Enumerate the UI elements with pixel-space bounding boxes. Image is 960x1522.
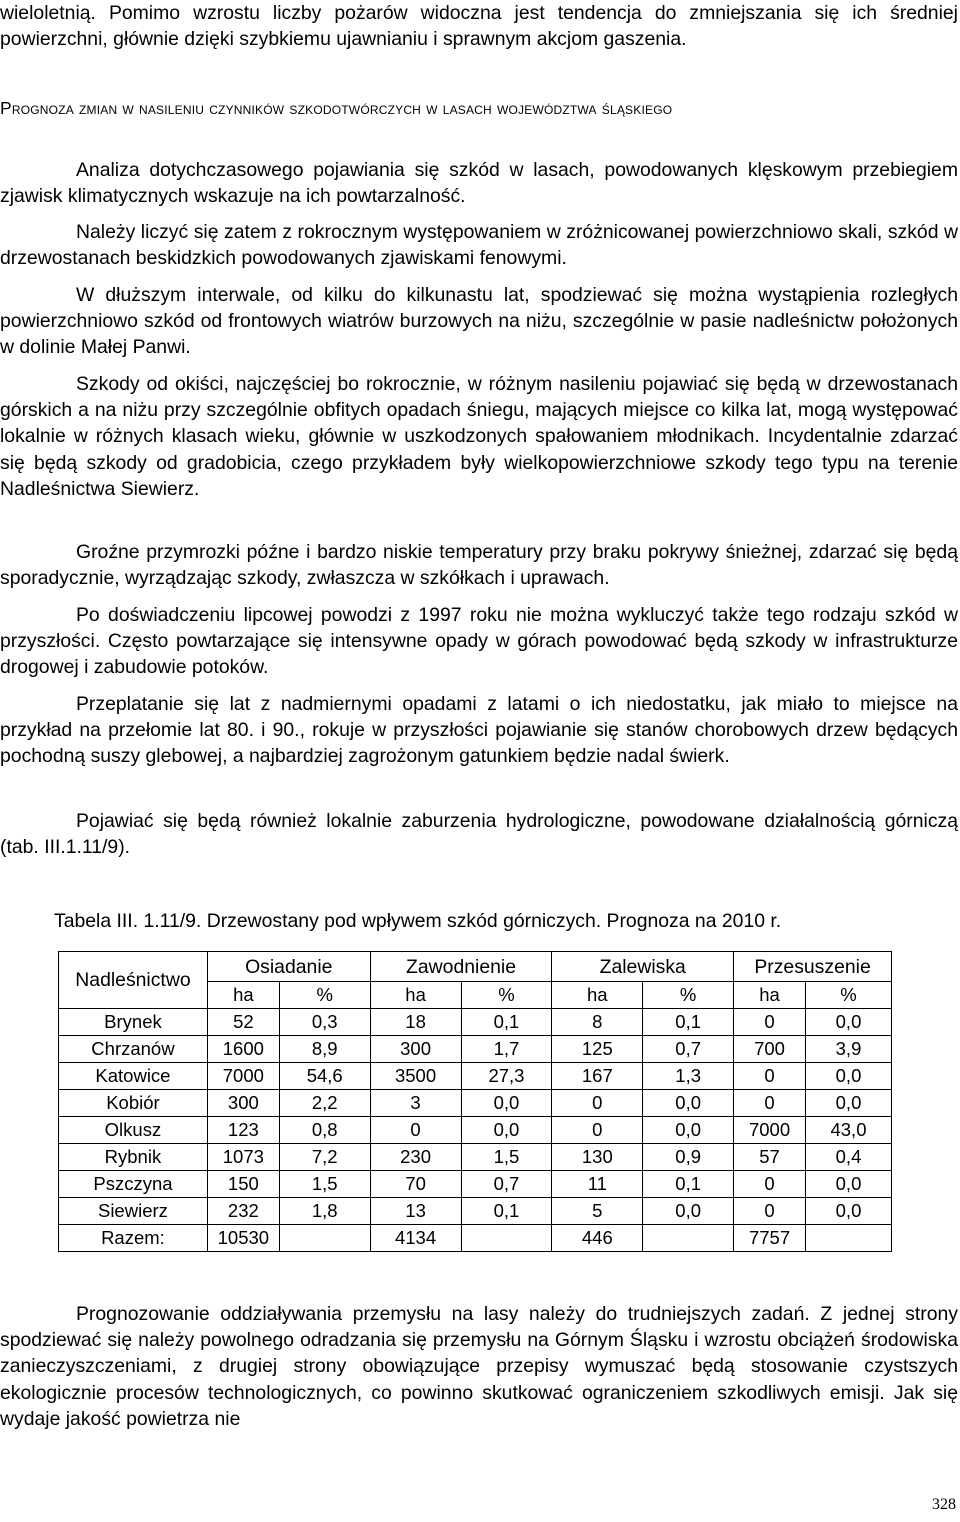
table-row (59, 1198, 892, 1225)
value-cell: 7,2 (279, 1144, 370, 1171)
unit-cell: % (461, 982, 552, 1009)
header-cell: Osiadanie (207, 952, 370, 982)
value-cell: 0,0 (806, 1009, 892, 1036)
table-row (59, 1117, 892, 1144)
table-row (59, 1063, 892, 1090)
paragraph-drought: Przeplatanie się lat z nadmiernymi opadami z latami o ich niedostatku, jak miało to miejsce na przykład na przełomie lat 80. i 90., rokuje w przyszłości pojawianie się stanów chorobowych drzew będących pochodną suszy glebowej, a najbardziej zagrożonym gatunkiem będzie nadal świerk. (0, 693, 958, 768)
value-cell: 123 (207, 1117, 279, 1144)
value-cell: 0,0 (806, 1198, 892, 1225)
total-value-cell (461, 1225, 552, 1252)
header-cell: Nadleśnictwo (59, 952, 208, 1009)
table-row (59, 1171, 892, 1198)
value-cell: 0,1 (461, 1198, 552, 1225)
value-cell: 1,3 (643, 1063, 734, 1090)
value-cell: 0,1 (643, 1009, 734, 1036)
total-value-cell: 7757 (734, 1225, 806, 1252)
value-cell: 0,3 (279, 1009, 370, 1036)
total-value-cell (806, 1225, 892, 1252)
value-cell: 11 (552, 1171, 643, 1198)
row-label-cell: Olkusz (59, 1117, 208, 1144)
value-cell: 0,0 (643, 1090, 734, 1117)
value-cell: 167 (552, 1063, 643, 1090)
row-label-cell: Rybnik (59, 1144, 208, 1171)
value-cell: 7000 (734, 1117, 806, 1144)
value-cell: 0,0 (643, 1117, 734, 1144)
paragraph-analysis: Analiza dotychczasowego pojawiania się szkód w lasach, powodowanych klęskowym przebiegiem zjawisk klimatycznych wskazuje na ich powtarzalność. (0, 159, 958, 208)
total-value-cell: 4134 (370, 1225, 461, 1252)
value-cell: 0,0 (806, 1171, 892, 1198)
value-cell: 0 (552, 1117, 643, 1144)
value-cell: 2,2 (279, 1090, 370, 1117)
header-cell: Przesuszenie (734, 952, 892, 982)
value-cell: 57 (734, 1144, 806, 1171)
table-row (59, 1144, 892, 1171)
table-row (59, 1036, 892, 1063)
value-cell: 300 (207, 1090, 279, 1117)
value-cell: 0,0 (461, 1117, 552, 1144)
value-cell: 0,1 (461, 1009, 552, 1036)
value-cell: 125 (552, 1036, 643, 1063)
unit-cell: ha (207, 982, 279, 1009)
value-cell: 27,3 (461, 1063, 552, 1090)
value-cell: 70 (370, 1171, 461, 1198)
value-cell: 0 (734, 1171, 806, 1198)
value-cell: 43,0 (806, 1117, 892, 1144)
value-cell: 0,1 (643, 1171, 734, 1198)
value-cell: 0,4 (806, 1144, 892, 1171)
value-cell: 0,7 (461, 1171, 552, 1198)
value-cell: 0 (552, 1090, 643, 1117)
page-number: 328 (932, 1496, 956, 1513)
row-label-cell: Chrzanów (59, 1036, 208, 1063)
table-total-row (59, 1225, 892, 1252)
value-cell: 18 (370, 1009, 461, 1036)
paragraph-storm-winds: W dłuższym interwale, od kilku do kilkunastu lat, spodziewać się można wystąpienia rozległych powierzchniowo szkód od frontowych wiatrów burzowych na niżu, szczególnie w pasie nadleśnictw położonych w dolinie Małej Panwi. (0, 284, 958, 359)
unit-cell: ha (370, 982, 461, 1009)
value-cell: 5 (552, 1198, 643, 1225)
unit-cell: % (279, 982, 370, 1009)
table-row (59, 1009, 892, 1036)
table-body (59, 1009, 892, 1252)
unit-cell: % (806, 982, 892, 1009)
value-cell: 0,7 (643, 1036, 734, 1063)
value-cell: 1,5 (279, 1171, 370, 1198)
value-cell: 1,5 (461, 1144, 552, 1171)
value-cell: 0 (734, 1063, 806, 1090)
value-cell: 0 (734, 1090, 806, 1117)
value-cell: 700 (734, 1036, 806, 1063)
value-cell: 3,9 (806, 1036, 892, 1063)
value-cell: 13 (370, 1198, 461, 1225)
value-cell: 0,8 (279, 1117, 370, 1144)
value-cell: 0 (734, 1198, 806, 1225)
value-cell: 8 (552, 1009, 643, 1036)
value-cell: 300 (370, 1036, 461, 1063)
value-cell: 0,0 (806, 1063, 892, 1090)
value-cell: 1,8 (279, 1198, 370, 1225)
value-cell: 0,0 (806, 1090, 892, 1117)
row-label-cell: Katowice (59, 1063, 208, 1090)
table-caption: Tabela III. 1.11/9. Drzewostany pod wpływem szkód górniczych. Prognoza na 2010 r. (54, 910, 782, 932)
paragraph-hydrology: Pojawiać się będą również lokalnie zaburzenia hydrologiczne, powodowane działalnością górniczą (tab. III.1.11/9). (0, 810, 958, 859)
value-cell: 1600 (207, 1036, 279, 1063)
total-label-cell: Razem: (59, 1225, 208, 1252)
value-cell: 8,9 (279, 1036, 370, 1063)
total-value-cell (279, 1225, 370, 1252)
table-row (59, 1090, 892, 1117)
value-cell: 0,9 (643, 1144, 734, 1171)
row-label-cell: Brynek (59, 1009, 208, 1036)
paragraph-snow-damage: Szkody od okiści, najczęściej bo rokrocznie, w różnym nasileniu pojawiać się będą w drzewostanach górskich a na niżu przy szczególnie obfitych opadach śniegu, mających miejsce co kilka lat, mogą występować lokalnie w różnych klasach wieku, głównie w uszkodzonych spałowaniem młodnikach. Incydentalnie zdarzać się będą szkody od gradobicia, czego przykładem były wielkopowierzchniowe szkody tego typu na terenie Nadleśnictwa Siewierz. (0, 373, 958, 500)
value-cell: 0,0 (461, 1090, 552, 1117)
total-value-cell: 446 (552, 1225, 643, 1252)
unit-cell: ha (552, 982, 643, 1009)
closing-paragraph: Prognozowanie oddziaływania przemysłu na lasy należy do trudniejszych zadań. Z jednej strony spodziewać się należy powolnego odradzania się przemysłu na Górnym Śląsku i wzrostu obciążeń środowiska zanieczyszczeniami, z drugiej strony obowiązujące przepisy wymuszać będą stosowanie czystszych ekologicznie procesów technologicznych, co powinno skutkować ograniczeniem szkodliwych emisji. Jak się wydaje jakość powietrza nie (0, 1303, 958, 1430)
value-cell: 1073 (207, 1144, 279, 1171)
value-cell: 7000 (207, 1063, 279, 1090)
value-cell: 0,0 (643, 1198, 734, 1225)
row-label-cell: Siewierz (59, 1198, 208, 1225)
value-cell: 0 (370, 1117, 461, 1144)
value-cell: 52 (207, 1009, 279, 1036)
table-header-row (59, 952, 892, 982)
total-value-cell: 10530 (207, 1225, 279, 1252)
value-cell: 54,6 (279, 1063, 370, 1090)
value-cell: 230 (370, 1144, 461, 1171)
paragraph-flood: Po doświadczeniu lipcowej powodzi z 1997 roku nie można wykluczyć także tego rodzaju szkód w przyszłości. Często powtarzające się intensywne opady w górach powodować będą szkody w infrastrukturze drogowej i zabudowie potoków. (0, 604, 958, 679)
unit-cell: ha (734, 982, 806, 1009)
mining-damage-table (58, 951, 892, 1252)
intro-paragraph: wieloletnią. Pomimo wzrostu liczby pożarów widoczna jest tendencja do zmniejszania się ich średniej powierzchni, głównie dzięki szybkiemu ujawnianiu i sprawnym akcjom gaszenia. (0, 2, 958, 51)
total-value-cell (643, 1225, 734, 1252)
row-label-cell: Pszczyna (59, 1171, 208, 1198)
header-cell: Zawodnienie (370, 952, 552, 982)
value-cell: 232 (207, 1198, 279, 1225)
section-heading: Prognoza zmian w nasileniu czynników szkodotwórczych w lasach województwa śląskiego (0, 98, 673, 118)
paragraph-frost: Groźne przymrozki późne i bardzo niskie temperatury przy braku pokrywy śnieżnej, zdarzać się będą sporadycznie, wyrządzając szkody, zwłaszcza w szkółkach i uprawach. (0, 541, 958, 590)
value-cell: 1,7 (461, 1036, 552, 1063)
value-cell: 3500 (370, 1063, 461, 1090)
value-cell: 130 (552, 1144, 643, 1171)
value-cell: 150 (207, 1171, 279, 1198)
unit-cell: % (643, 982, 734, 1009)
header-cell: Zalewiska (552, 952, 734, 982)
paragraph-fen-winds: Należy liczyć się zatem z rokrocznym występowaniem w zróżnicowanej powierzchniowo skali, szkód w drzewostanach beskidzkich powodowanych zjawiskami fenowymi. (0, 221, 958, 270)
row-label-cell: Kobiór (59, 1090, 208, 1117)
value-cell: 3 (370, 1090, 461, 1117)
value-cell: 0 (734, 1009, 806, 1036)
